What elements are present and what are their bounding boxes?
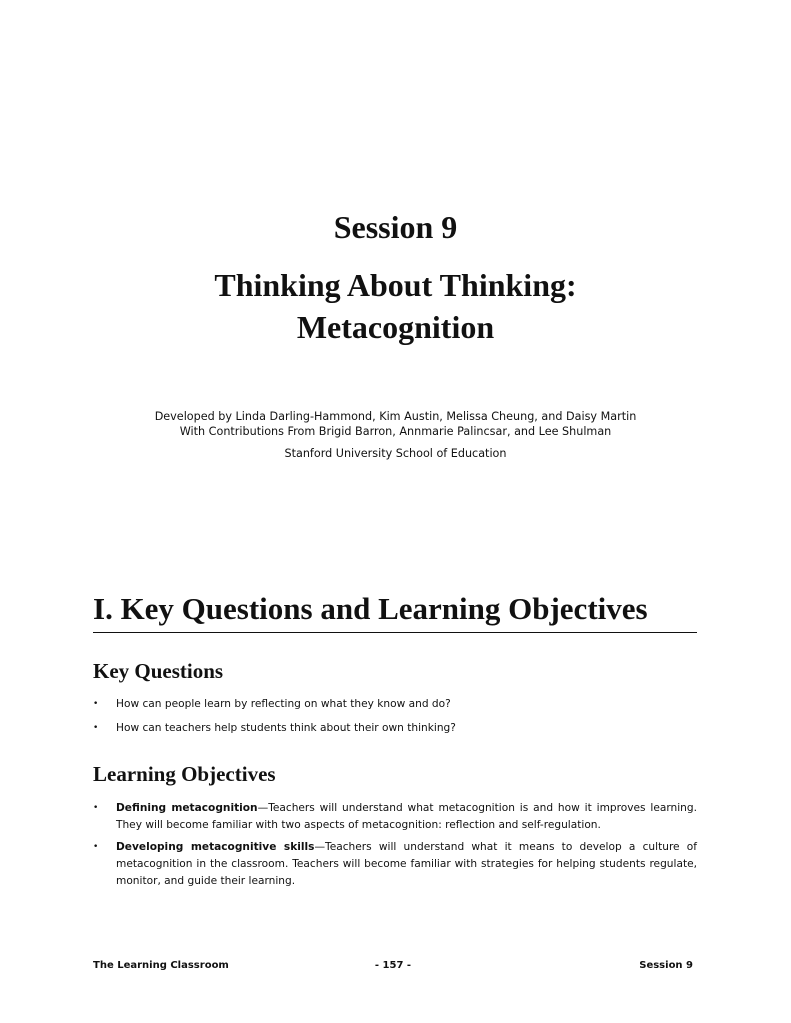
credits-contributions: With Contributions From Brigid Barron, Annmarie Palincsar, and Lee Shulman <box>179 425 612 438</box>
learning-objectives-heading: Learning Objectives <box>93 762 276 786</box>
key-questions-list <box>93 696 697 744</box>
session-label: Session 9 <box>333 209 458 245</box>
learning-objectives-list <box>93 800 697 895</box>
objective-text: —Teachers will understand what metacognition is and how it improves learning. They will become familiar with two aspects of metacognition: reflection and self-regulation. <box>116 802 697 831</box>
page-title <box>0 264 791 348</box>
page-title-line-1: Thinking About Thinking: <box>214 267 577 303</box>
list-item <box>93 839 697 890</box>
credits-institution: Stanford University School of Education <box>284 447 507 460</box>
list-item <box>93 720 697 737</box>
bullet-icon: • <box>93 803 99 813</box>
objective-term: Developing metacognitive skills <box>116 841 315 853</box>
list-item-text: How can people learn by reflecting on what they know and do? <box>116 698 451 710</box>
bullet-icon: • <box>93 723 99 733</box>
objective-text: —Teachers will understand what it means to develop a culture of metacognition in the classroom. Teachers will become familiar with strategies for helping students regulate, monitor, and guide their learning. <box>116 841 697 887</box>
section-heading: I. Key Questions and Learning Objectives <box>93 589 697 633</box>
credits-developed-by: Developed by Linda Darling-Hammond, Kim Austin, Melissa Cheung, and Daisy Martin <box>154 410 637 423</box>
list-item <box>93 800 697 834</box>
bullet-icon: • <box>93 842 99 852</box>
list-item-text: How can teachers help students think about their own thinking? <box>116 722 456 734</box>
bullet-icon: • <box>93 699 99 709</box>
page-title-line-2: Metacognition <box>296 309 495 345</box>
footer-page-number: - 157 - <box>374 960 412 971</box>
list-item <box>93 696 697 713</box>
footer-book-title: The Learning Classroom <box>93 960 229 971</box>
footer-session-label: Session 9 <box>639 960 693 971</box>
objective-term: Defining metacognition <box>116 802 258 814</box>
credits-block <box>0 409 791 461</box>
key-questions-heading: Key Questions <box>93 659 224 683</box>
